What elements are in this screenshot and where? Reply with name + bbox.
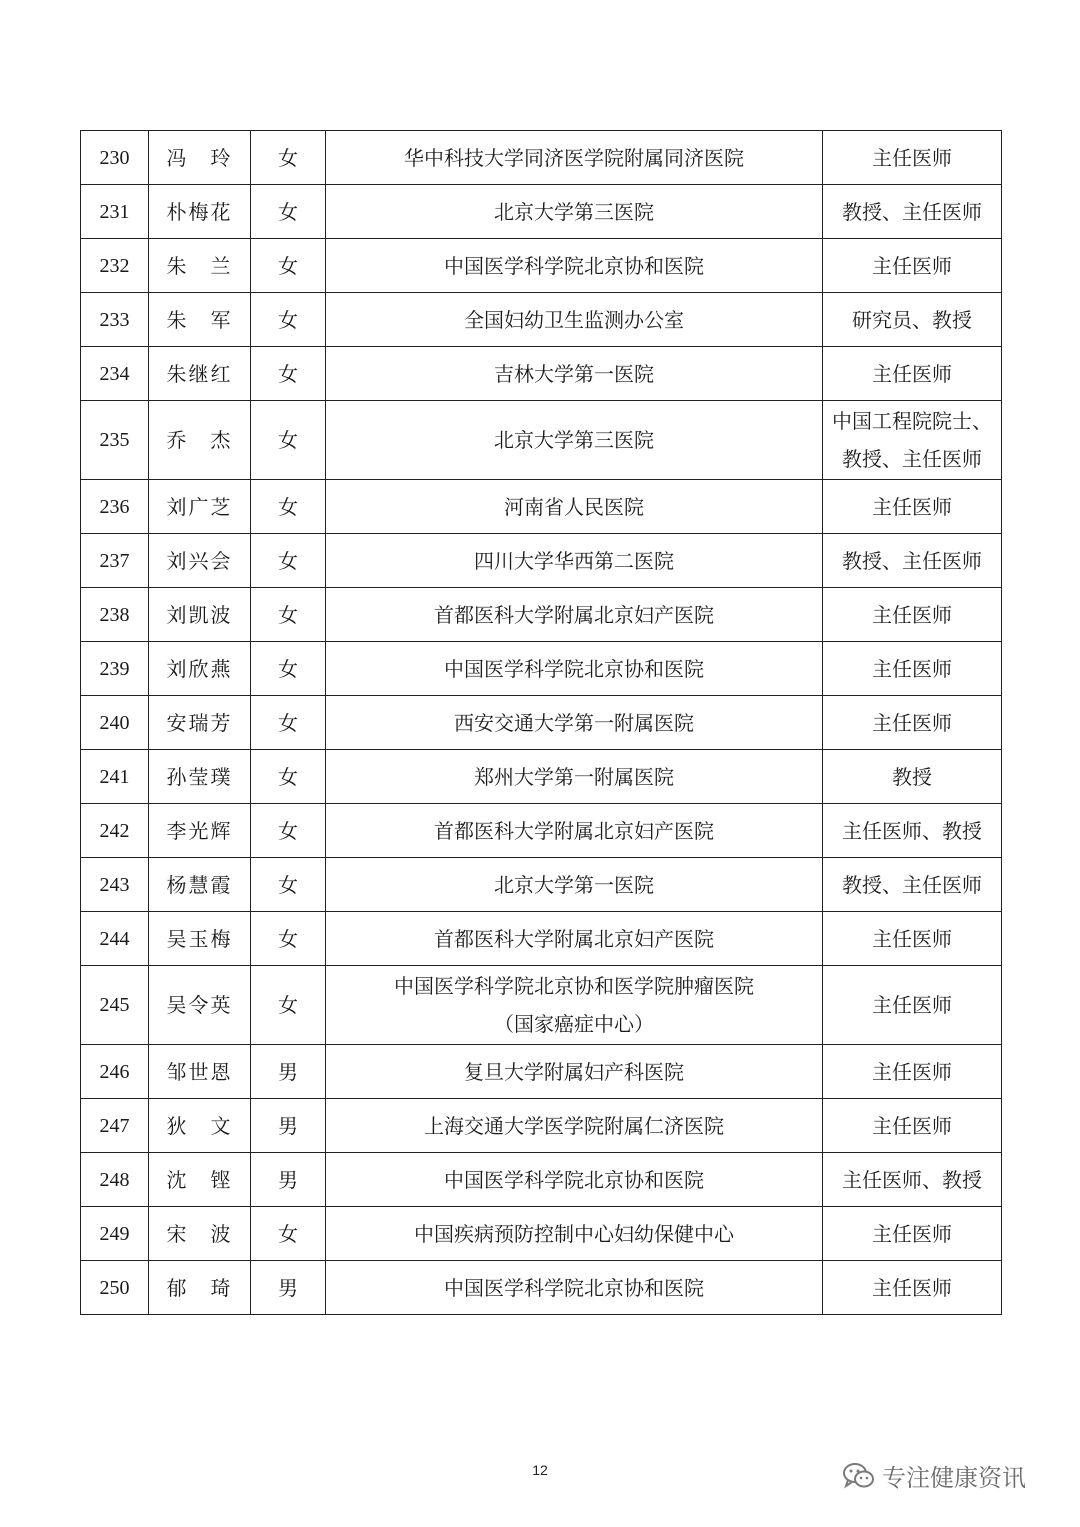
institution <box>326 131 823 185</box>
expert-roster-table <box>80 130 1002 1315</box>
professional-title <box>823 966 1002 1045</box>
gender: 女 <box>251 696 326 750</box>
institution-line: （国家癌症中心） <box>494 1012 654 1036</box>
professional-title <box>823 1153 1002 1207</box>
table-row <box>81 131 1002 185</box>
person-name: 乔 杰 <box>149 401 251 480</box>
person-name: 郁 琦 <box>149 1261 251 1315</box>
roster-body <box>81 131 1002 1315</box>
institution-line: 四川大学华西第二医院 <box>474 548 674 573</box>
institution <box>326 347 823 401</box>
institution-line: 上海交通大学医学院附属仁济医院 <box>424 1113 724 1138</box>
institution-line: 北京大学第一医院 <box>494 872 654 897</box>
row-number: 242 <box>81 804 149 858</box>
table-row <box>81 1261 1002 1315</box>
row-number: 243 <box>81 858 149 912</box>
row-number: 236 <box>81 480 149 534</box>
professional-title <box>823 293 1002 347</box>
row-number: 250 <box>81 1261 149 1315</box>
gender: 女 <box>251 185 326 239</box>
institution <box>326 804 823 858</box>
professional-title <box>823 534 1002 588</box>
professional-title-line: 主任医师 <box>872 1275 952 1300</box>
institution <box>326 480 823 534</box>
table-row <box>81 480 1002 534</box>
row-number: 231 <box>81 185 149 239</box>
professional-title-line: 教授、主任医师 <box>842 447 982 471</box>
table-row <box>81 588 1002 642</box>
row-number: 235 <box>81 401 149 480</box>
table-row <box>81 804 1002 858</box>
professional-title-line: 研究员、教授 <box>852 307 972 332</box>
institution <box>326 1261 823 1315</box>
professional-title <box>823 480 1002 534</box>
row-number: 234 <box>81 347 149 401</box>
professional-title-line: 主任医师 <box>872 1113 952 1138</box>
professional-title <box>823 239 1002 293</box>
professional-title <box>823 185 1002 239</box>
institution-line: 复旦大学附属妇产科医院 <box>464 1059 684 1084</box>
table-row <box>81 858 1002 912</box>
institution <box>326 293 823 347</box>
institution <box>326 534 823 588</box>
professional-title <box>823 131 1002 185</box>
row-number: 247 <box>81 1099 149 1153</box>
gender: 女 <box>251 1207 326 1261</box>
professional-title <box>823 642 1002 696</box>
gender: 女 <box>251 642 326 696</box>
table-row <box>81 966 1002 1045</box>
page-number: 12 <box>532 1462 548 1478</box>
institution-line: 西安交通大学第一附属医院 <box>454 710 694 735</box>
gender: 女 <box>251 966 326 1045</box>
institution-line: 河南省人民医院 <box>504 494 644 519</box>
professional-title <box>823 1099 1002 1153</box>
institution-line: 北京大学第三医院 <box>494 199 654 224</box>
person-name: 刘欣燕 <box>149 642 251 696</box>
institution <box>326 696 823 750</box>
professional-title-line: 教授、主任医师 <box>842 872 982 897</box>
professional-title-line: 主任医师 <box>872 993 952 1017</box>
institution-line: 华中科技大学同济医学院附属同济医院 <box>404 145 744 170</box>
row-number: 244 <box>81 912 149 966</box>
institution-line: 中国医学科学院北京协和医院 <box>444 1275 704 1300</box>
professional-title <box>823 1045 1002 1099</box>
gender: 女 <box>251 588 326 642</box>
person-name: 刘广芝 <box>149 480 251 534</box>
gender: 女 <box>251 750 326 804</box>
professional-title-line: 主任医师 <box>872 926 952 951</box>
person-name: 沈 铿 <box>149 1153 251 1207</box>
row-number: 230 <box>81 131 149 185</box>
table-row <box>81 642 1002 696</box>
institution-line: 中国医学科学院北京协和医院 <box>444 1167 704 1192</box>
table-row <box>81 1207 1002 1261</box>
institution-line: 中国医学科学院北京协和医学院肿瘤医院 <box>394 974 754 998</box>
gender: 男 <box>251 1261 326 1315</box>
professional-title <box>823 1207 1002 1261</box>
institution <box>326 588 823 642</box>
row-number: 233 <box>81 293 149 347</box>
gender: 女 <box>251 131 326 185</box>
row-number: 249 <box>81 1207 149 1261</box>
person-name: 狄 文 <box>149 1099 251 1153</box>
row-number: 238 <box>81 588 149 642</box>
institution-line: 中国医学科学院北京协和医院 <box>444 656 704 681</box>
person-name: 杨慧霞 <box>149 858 251 912</box>
professional-title-line: 主任医师 <box>872 494 952 519</box>
person-name: 吴玉梅 <box>149 912 251 966</box>
institution-line: 中国疾病预防控制中心妇幼保健中心 <box>414 1221 734 1246</box>
gender: 女 <box>251 804 326 858</box>
professional-title-line: 主任医师 <box>872 361 952 386</box>
table-row <box>81 1153 1002 1207</box>
gender: 女 <box>251 239 326 293</box>
row-number: 239 <box>81 642 149 696</box>
professional-title-line: 主任医师、教授 <box>842 818 982 843</box>
gender: 男 <box>251 1045 326 1099</box>
institution-line: 首都医科大学附属北京妇产医院 <box>434 818 714 843</box>
professional-title-line: 主任医师 <box>872 1221 952 1246</box>
table-row <box>81 1099 1002 1153</box>
professional-title <box>823 401 1002 480</box>
institution <box>326 1207 823 1261</box>
institution <box>326 1099 823 1153</box>
professional-title-line: 教授、主任医师 <box>842 548 982 573</box>
professional-title-line: 主任医师 <box>872 656 952 681</box>
gender: 女 <box>251 293 326 347</box>
gender: 女 <box>251 401 326 480</box>
professional-title <box>823 750 1002 804</box>
gender: 女 <box>251 534 326 588</box>
professional-title-line: 中国工程院院士、 <box>832 409 992 433</box>
table-row <box>81 534 1002 588</box>
institution-line: 首都医科大学附属北京妇产医院 <box>434 926 714 951</box>
row-number: 237 <box>81 534 149 588</box>
person-name: 朱继红 <box>149 347 251 401</box>
institution-line: 全国妇幼卫生监测办公室 <box>464 307 684 332</box>
professional-title-line: 主任医师 <box>872 145 952 170</box>
gender: 女 <box>251 347 326 401</box>
person-name: 朱 兰 <box>149 239 251 293</box>
table-row <box>81 1045 1002 1099</box>
institution <box>326 912 823 966</box>
institution <box>326 239 823 293</box>
institution <box>326 185 823 239</box>
professional-title <box>823 804 1002 858</box>
table-row <box>81 185 1002 239</box>
gender: 女 <box>251 858 326 912</box>
gender: 男 <box>251 1099 326 1153</box>
watermark <box>842 1458 1026 1493</box>
professional-title <box>823 858 1002 912</box>
person-name: 朴梅花 <box>149 185 251 239</box>
institution <box>326 750 823 804</box>
person-name: 刘兴会 <box>149 534 251 588</box>
professional-title-line: 主任医师 <box>872 602 952 627</box>
row-number: 232 <box>81 239 149 293</box>
wechat-icon <box>842 1461 876 1491</box>
table-row <box>81 347 1002 401</box>
professional-title <box>823 912 1002 966</box>
institution <box>326 1045 823 1099</box>
person-name: 朱 军 <box>149 293 251 347</box>
professional-title-line: 主任医师 <box>872 710 952 735</box>
person-name: 李光辉 <box>149 804 251 858</box>
person-name: 吴令英 <box>149 966 251 1045</box>
professional-title <box>823 696 1002 750</box>
table-row <box>81 239 1002 293</box>
person-name: 孙莹璞 <box>149 750 251 804</box>
watermark-text: 专注健康资讯 <box>882 1464 1026 1492</box>
gender: 女 <box>251 480 326 534</box>
person-name: 邹世恩 <box>149 1045 251 1099</box>
person-name: 刘凯波 <box>149 588 251 642</box>
institution <box>326 401 823 480</box>
table-row <box>81 696 1002 750</box>
institution-line: 郑州大学第一附属医院 <box>474 764 674 789</box>
institution-line: 首都医科大学附属北京妇产医院 <box>434 602 714 627</box>
table-row <box>81 401 1002 480</box>
institution-line: 吉林大学第一医院 <box>494 361 654 386</box>
row-number: 248 <box>81 1153 149 1207</box>
institution <box>326 858 823 912</box>
professional-title <box>823 1261 1002 1315</box>
row-number: 240 <box>81 696 149 750</box>
gender: 男 <box>251 1153 326 1207</box>
institution-line: 北京大学第三医院 <box>494 428 654 452</box>
person-name: 冯 玲 <box>149 131 251 185</box>
gender: 女 <box>251 912 326 966</box>
row-number: 245 <box>81 966 149 1045</box>
professional-title-line: 教授 <box>892 764 932 789</box>
institution <box>326 642 823 696</box>
institution-line: 中国医学科学院北京协和医院 <box>444 253 704 278</box>
table-row <box>81 912 1002 966</box>
institution <box>326 1153 823 1207</box>
institution <box>326 966 823 1045</box>
person-name: 安瑞芳 <box>149 696 251 750</box>
professional-title-line: 教授、主任医师 <box>842 199 982 224</box>
row-number: 241 <box>81 750 149 804</box>
professional-title-line: 主任医师、教授 <box>842 1167 982 1192</box>
professional-title-line: 主任医师 <box>872 253 952 278</box>
table-row <box>81 293 1002 347</box>
professional-title <box>823 588 1002 642</box>
table-row <box>81 750 1002 804</box>
professional-title-line: 主任医师 <box>872 1059 952 1084</box>
row-number: 246 <box>81 1045 149 1099</box>
professional-title <box>823 347 1002 401</box>
person-name: 宋 波 <box>149 1207 251 1261</box>
